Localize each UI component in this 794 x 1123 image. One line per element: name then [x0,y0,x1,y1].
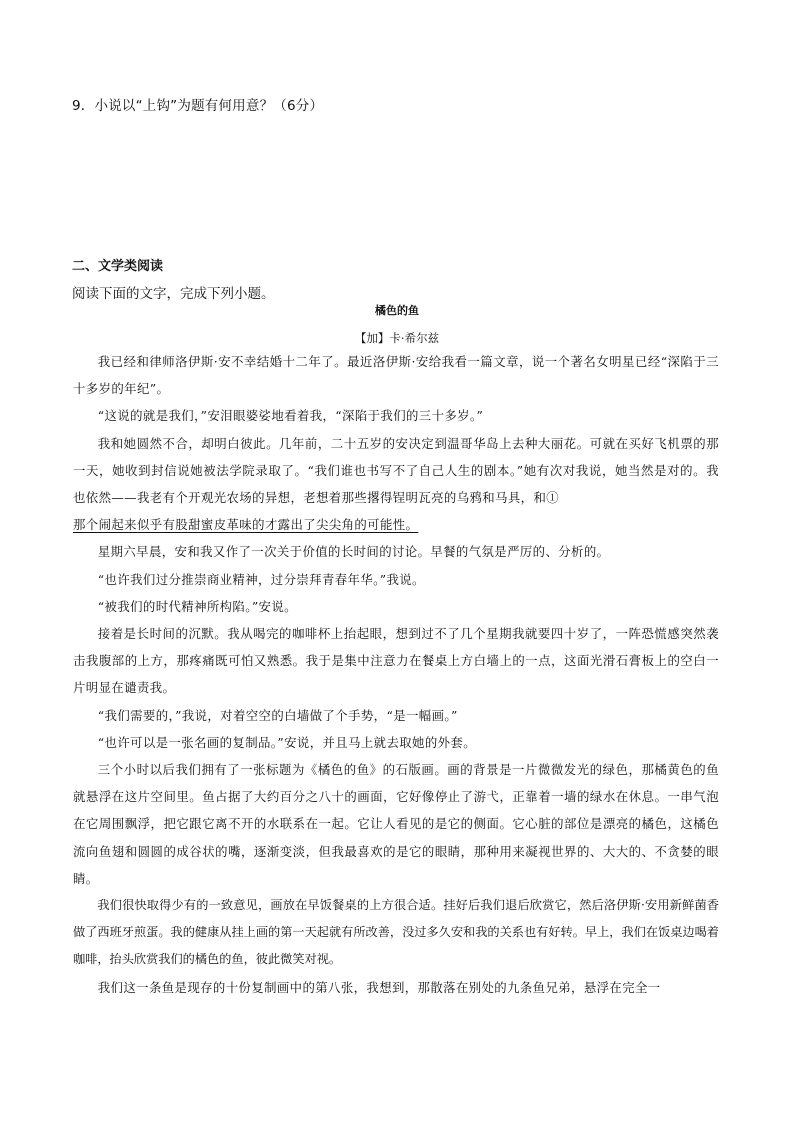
paragraph: “我们需要的，”我说，对着空空的白墙做了个手势，“是一幅画。” [97,707,458,723]
paragraph: “也许可以是一张名画的复制品。”安说，并且马上就去取她的外套。 [97,734,476,750]
paragraph: 我和她圆然不合，却明白彼此。几年前，二十五岁的安决定到温哥华岛上去种大丽花。可就在买好飞机票的那一天，她收到封信说她被法学院录取了。“我们谁也书写不了自己人生的剧本。”她有次对我说，她当然是对的。我也依然——我老有个开观光农场的异想，老想着那些撂得锃明瓦亮的乌鸦和马具，和① [73,435,719,506]
paragraph: 三个小时以后我们拥有了一张标题为《橘色的鱼》的石版画。画的背景是一片微微发光的绿色，那橘黄色的鱼就悬浮在这片空间里。鱼占据了大约百分之八十的画面，它好像停止了游弋，正靠着一墙的绿水在休息。一串气泡在它周围飘浮，把它跟它离不开的水联系在一起。它让人看见的是它的侧面。它心脏的部位是漂亮的橘色，这橘色流向鱼翅和圆圆的成谷状的嘴，逐渐变淡，但我最喜欢的是它的眼睛，那种用来凝视世界的、大大的、不贪婪的眼睛。 [73,762,719,886]
paragraph: “被我们的时代精神所构陷。”安说。 [97,598,297,614]
paragraph: 我们这一条鱼是现存的十份复制画中的第八张，我想到，那散落在别处的九条鱼兄弟，悬浮在完全一 [97,979,661,995]
paragraph: 接着是长时间的沉默。我从喝完的咖啡杯上抬起眼，想到过不了几个星期我就要四十岁了，一阵恐慌感突然袭击我腹部的上方，那疼痛既可怕又熟悉。我于是集中注意力在餐桌上方白墙上的一点，这面光滑石膏板上的空白一片明显在谴责我。 [73,626,719,696]
article-title: 橘色的鱼 [375,304,419,317]
section-heading: 二、文学类阅读 [72,259,164,274]
paragraph: 我们很快取得少有的一致意见，画放在早饭餐桌的上方很合适。挂好后我们退后欣赏它，然后洛伊斯·安用新鲜菌香做了西班牙煎蛋。我的健康从挂上画的第一天起就有所改善，没过多久安和我的关系也有好转。早上，我们在饭桌边喝着咖啡，抬头欣赏我们的橘色的鱼，彼此微笑对视。 [73,898,719,967]
article-body [73,348,719,1001]
question-9: 9．小说以“上钩”为题有何用意？（6分） [72,98,324,114]
paragraph: “也许我们过分推崇商业精神，过分崇拜青春年华。”我说。 [97,571,425,587]
paragraph: 我已经和律师洛伊斯·安不幸结婚十二年了。最近洛伊斯·安给我看一篇文章，说一个著名女明星已经“深陷于三十多岁的年纪”。 [73,354,719,397]
reading-instruction: 阅读下面的文字，完成下列小题。 [72,286,275,302]
underlined-sentence-1: 那个闹起来似乎有股甜蜜皮革味的才露出了尖尖角的可能性。 [73,517,419,533]
paragraph: 星期六早晨，安和我又作了一次关于价值的长时间的讨论。早餐的气氛是严厉的、分析的。 [97,544,610,560]
paragraph: “这说的就是我们，”安泪眼婆娑地看着我，“深陷于我们的三十多岁。” [97,408,484,424]
article-author: 【加】卡·希尔兹 [354,331,440,345]
